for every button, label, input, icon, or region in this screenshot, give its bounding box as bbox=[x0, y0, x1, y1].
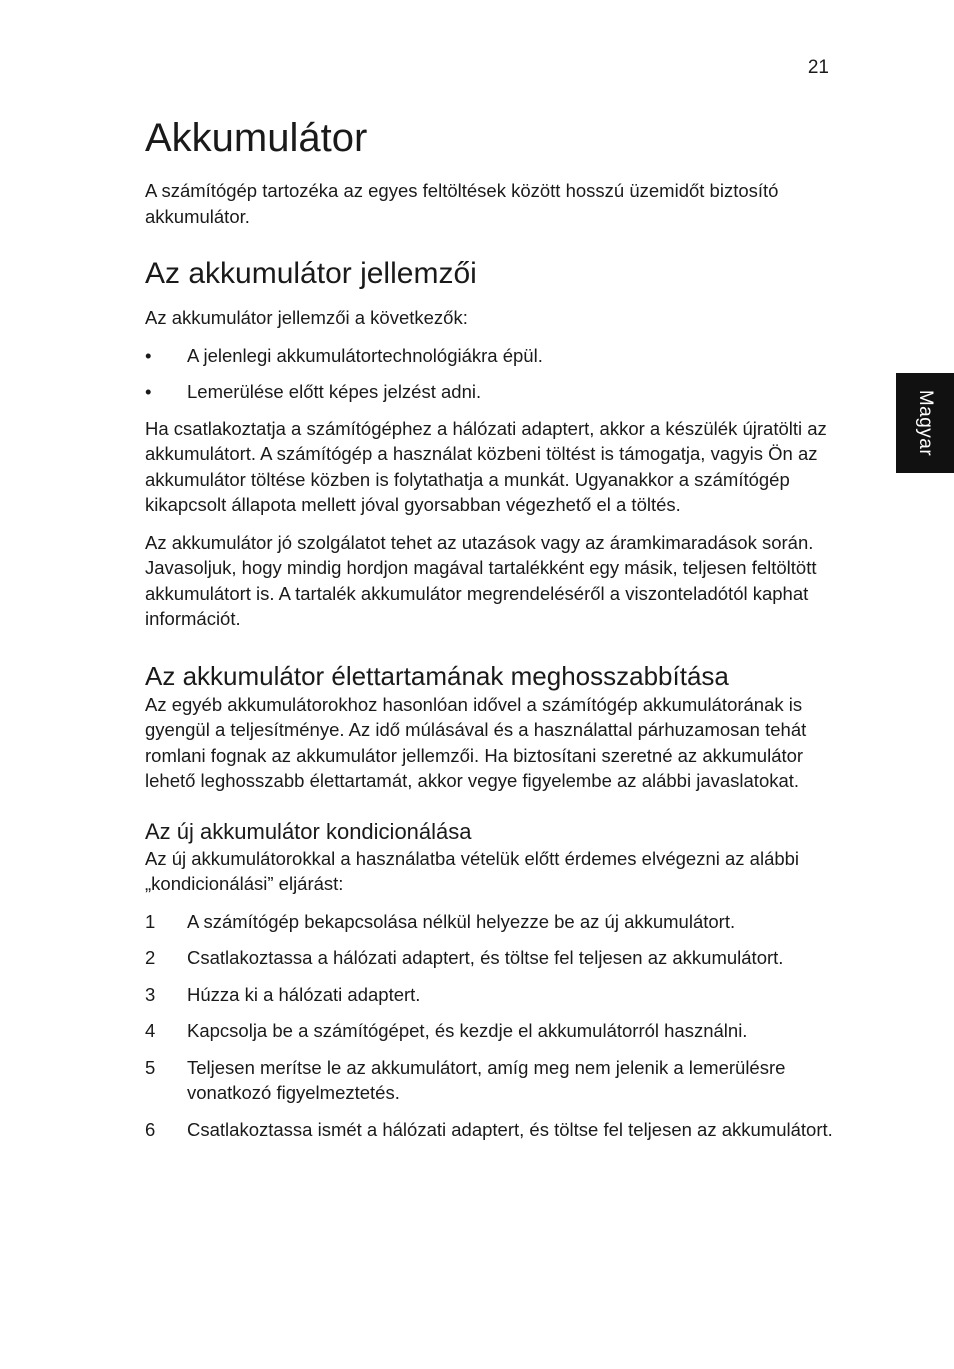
charging-paragraph: Ha csatlakoztatja a számítógéphez a hálózati adaptert, akkor a készülék újratölti az akkumulátort. A számítógép a használat közbeni töltést is támogatja, vagyis Ön az akkumulátor töltése közben is folytathatja a munkát. Ugyanakkor a számítógép kikapcsolt állapota mellett jóval gyorsabban végezhető el a töltés. bbox=[145, 417, 827, 515]
list-item bbox=[145, 1117, 835, 1143]
section-heading-lifespan: Az akkumulátor élettartamának meghosszabbítása bbox=[145, 660, 729, 691]
step-number: 3 bbox=[145, 983, 156, 1005]
step-number: 1 bbox=[145, 910, 156, 932]
list-item bbox=[145, 945, 835, 971]
list-item bbox=[145, 1055, 835, 1106]
conditioning-steps bbox=[145, 909, 835, 1143]
bullet-marker: • bbox=[145, 344, 152, 366]
page-number: 21 bbox=[807, 57, 829, 78]
step-text: Húzza ki a hálózati adaptert. bbox=[187, 983, 421, 1005]
lifespan-paragraph: Az egyéb akkumulátorokhoz hasonlóan idővel a számítógép akkumulátorának is gyengül a teljesítménye. Az idő múlásával és a használattal párhuzamosan tehát romlani fognak az akkumulátor jellemzői. Ha biztosítani szeretné az akkumulátor lehető leghosszabb élettartamát, akkor vegye figyelembe az alábbi javaslatokat. bbox=[145, 693, 807, 791]
list-item bbox=[145, 909, 835, 935]
section-heading-conditioning: Az új akkumulátor kondicionálása bbox=[145, 818, 472, 844]
list-item bbox=[145, 343, 835, 369]
step-number: 5 bbox=[145, 1056, 156, 1078]
list-item bbox=[145, 1018, 835, 1044]
list-item-text: Lemerülése előtt képes jelzést adni. bbox=[187, 381, 482, 402]
features-list bbox=[145, 343, 835, 405]
step-number: 2 bbox=[145, 947, 156, 968]
step-text: Csatlakoztassa ismét a hálózati adaptert, és töltse fel teljesen az akkumulátort. bbox=[187, 1118, 833, 1140]
step-number: 4 bbox=[145, 1020, 156, 1041]
list-item-text: A jelenlegi akkumulátortechnológiákra épül. bbox=[187, 344, 543, 366]
step-text: A számítógép bekapcsolása nélkül helyezze be az új akkumulátort. bbox=[187, 910, 736, 932]
step-number: 6 bbox=[145, 1118, 156, 1140]
list-item bbox=[145, 379, 835, 405]
spare-battery-paragraph: Az akkumulátor jó szolgálatot tehet az utazások vagy az áramkimaradások során. Javasoljuk, hogy mindig hordjon magával tartalékként egy másik, teljesen feltöltött akkumulátort is. A tartalék akkumulátor megrendeléséről a viszonteladótól kaphat információt. bbox=[145, 531, 817, 629]
language-tab-label: Magyar bbox=[915, 389, 936, 457]
intro-paragraph: A számítógép tartozéka az egyes feltöltések között hosszú üzemidőt biztosító akkumulátor. bbox=[145, 180, 779, 227]
document-body bbox=[145, 112, 835, 1153]
step-text: Kapcsolja be a számítógépet, és kezdje el akkumulátorról használni. bbox=[187, 1020, 748, 1041]
section-heading-features: Az akkumulátor jellemzői bbox=[145, 257, 477, 290]
list-item bbox=[145, 982, 835, 1008]
language-tab bbox=[896, 373, 954, 473]
features-lead: Az akkumulátor jellemzői a következők: bbox=[145, 307, 468, 328]
bullet-marker: • bbox=[145, 381, 152, 402]
conditioning-lead: Az új akkumulátorokkal a használatba vételük előtt érdemes elvégezni az alábbi „kondicionálási” eljárást: bbox=[145, 847, 800, 894]
step-text: Teljesen merítse le az akkumulátort, amíg meg nem jelenik a lemerülésre vonatkozó figyelmeztetés. bbox=[187, 1056, 786, 1103]
step-text: Csatlakoztassa a hálózati adaptert, és töltse fel teljesen az akkumulátort. bbox=[187, 947, 784, 968]
page-title: Akkumulátor bbox=[145, 116, 368, 160]
